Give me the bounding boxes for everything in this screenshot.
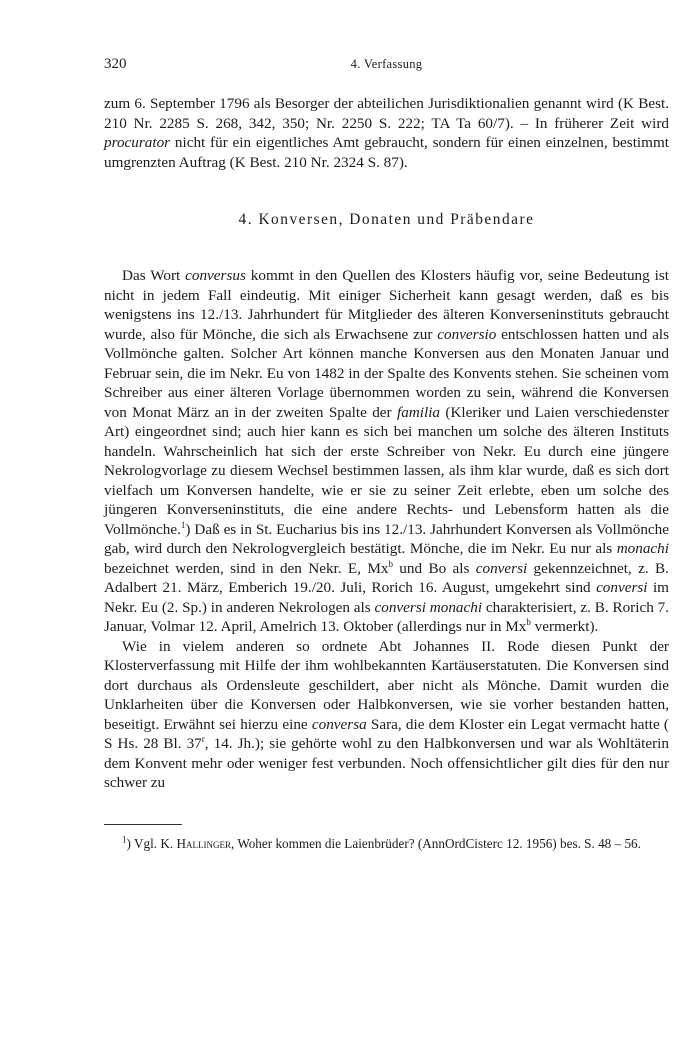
text-run: (Kleriker und Laien verschiedenster Art) eingeordnet sind; auch hier kann es sich bei manchen um solche des älteren Instituts handeln. Wahrscheinlich hat sich der erste Schreiber von Nekr. Eu durch eine jüngere Nekrologvorlage zu diesem Wechsel bestimmen lassen, als ihm klar wurde, daß es sich dort vielfach um Konversen handelte, wie er sie zu seiner Zeit erlebte, eben um solche des jüngeren Konverseninstituts, die eine andere Rechts- und Lebensform hatten als die Vollmönche.: [104, 403, 669, 538]
footnote-marker[interactable]: 1: [180, 519, 186, 530]
superscript: b: [388, 558, 393, 569]
superscript: b: [526, 616, 531, 627]
text-run: vermerkt).: [530, 618, 599, 635]
superscript: r: [201, 733, 205, 744]
text-run: im Nekr. Eu (2. Sp.) in anderen Nekrologen als: [104, 579, 669, 616]
italic-term: procurator: [104, 134, 171, 151]
text-run: ) Vgl. K.: [126, 835, 177, 851]
section-heading: 4. Konversen, Donaten und Präbendare: [238, 211, 535, 228]
italic-term: conversus: [185, 267, 246, 284]
footnote-rule: [104, 824, 182, 825]
author-name: Hallinger: [176, 835, 231, 851]
text-run: bezeichnet werden, sind in den Nekr. E, Mx: [104, 559, 389, 577]
italic-term: familia: [396, 403, 441, 421]
page-number: 320: [104, 56, 127, 72]
running-title: 4. Verfassung: [350, 57, 423, 71]
text-run: , 14. Jh.); sie gehörte wohl zu den Halbkonversen und war als Wohltäterin dem Konvent mehr oder weniger fest verbunden. Noch offensichtlicher gilt dies für den nur schwer zu: [104, 735, 669, 791]
text-run: Sara, die dem Kloster ein Legat vermacht hatte ( S Hs. 28 Bl. 37: [104, 715, 669, 752]
text-run: ) Daß es in St. Eucharius bis ins 12./13. Jahrhundert Konversen als Vollmönche gab, wird durch den Nekrologvergleich bestätigt. Mönche, die im Nekr. Eu nur als: [104, 520, 669, 557]
body-paragraph-2: [104, 637, 669, 793]
body-paragraph-1: [104, 266, 669, 637]
text-run: gekennzeichnet, z. B. Adalbert 21. März, Emberich 19./20. Juli, Rorich 16. August, umgekehrt sind: [104, 559, 669, 596]
running-header: [104, 56, 669, 76]
text-run: charakterisiert, z. B. Rorich 7. Januar, Volmar 12. April, Amelrich 13. Oktober (allerdings nur in Mx: [104, 598, 669, 635]
footnote-number: 1: [122, 834, 127, 845]
italic-term: conversi: [475, 559, 528, 577]
text-run: nicht für ein eigentliches Amt gebraucht, sondern für einen einzelnen, bestimmt umgrenzten Auftrag (K Best. 210 Nr. 2324 S. 87).: [104, 134, 669, 171]
text-run: Das Wort: [122, 267, 186, 284]
text-run: Wie in vielem anderen so ordnete Abt Johannes II. Rode diesen Punkt der Klosterverfassung mit Hilfe der ihm wohlbekannten Kartäuserstatuten. Die Konversen sind dort durchaus als Ordensleute geschildert, aber nicht als Mönche. Damit wurden die Unklarheiten über die Konversen oder Halbkonversen, wie sie vorher bestanden hatten, beseitigt. Erwähnt sei hierzu eine: [104, 637, 669, 733]
italic-term: conversi monachi: [374, 598, 483, 616]
italic-term: conversa: [311, 715, 367, 733]
italic-term: conversi: [596, 579, 648, 596]
footnote: [104, 835, 669, 853]
intro-paragraph: [104, 94, 669, 172]
text-run: entschlossen hatten und als Vollmönche galten. Solcher Art können manche Konversen aus den Monaten Januar und Februar sein, die im Nekr. Eu von 1482 in der Spalte des Konvents stehen. Sie scheinen vom Schreiber aus einer älteren Vorlage übernommen worden zu sein, während die Konversen von Monat März an in der zweiten Spalte der: [104, 325, 670, 421]
text-run: zum 6. September 1796 als Besorger der abteilichen Jurisdiktionalien genannt wird (K Best. 210 Nr. 2285 S. 268, 342, 350; Nr. 2250 S. 222; TA Ta 60/7). – In früherer Zeit wird: [104, 95, 669, 132]
italic-term: conversio: [437, 325, 497, 343]
book-page: [104, 56, 669, 853]
italic-term: monachi: [616, 540, 669, 557]
text-run: , Woher kommen die Laienbrüder? (AnnOrdCisterc 12. 1956) bes. S. 48 – 56.: [230, 835, 641, 851]
text-run: und Bo als: [392, 559, 476, 577]
text-run: kommt in den Quellen des Klosters häufig vor, seine Bedeutung ist nicht in jedem Fall eindeutig. Mit einiger Sicherheit kann gesagt werden, daß es bis wenigstens ins 12./13. Jahrhundert für Mitglieder des älteren Konverseninstituts gebraucht wurde, also für Mönche, die sich als Erwachsene zur: [104, 267, 669, 343]
